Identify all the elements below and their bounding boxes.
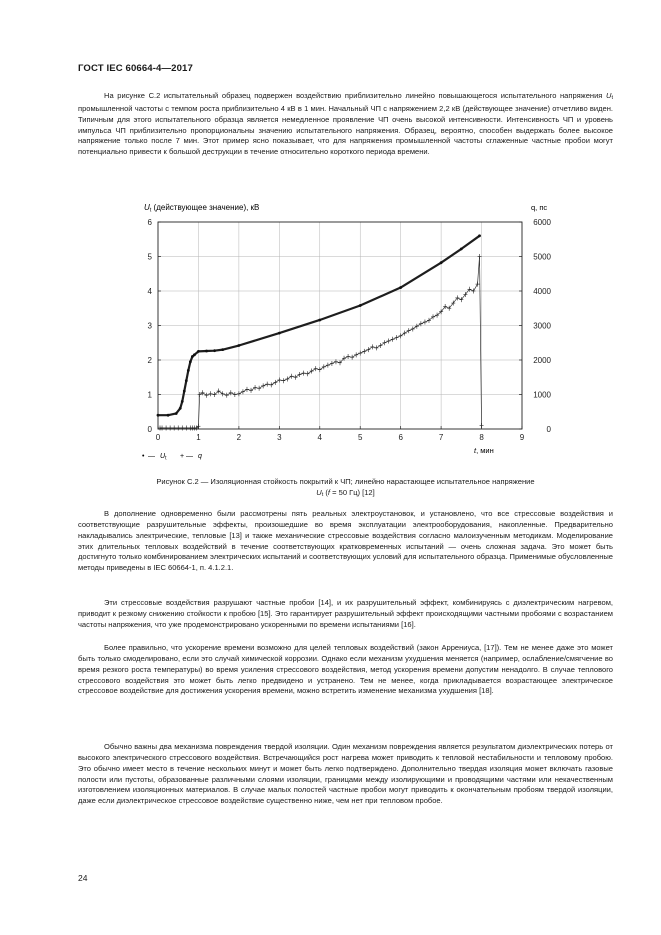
series-u-point [478, 234, 481, 237]
voltage-symbol: U [605, 91, 612, 100]
paragraph-text: На рисунке С.2 испытательный образец подвержен воздействию приблизительно линейно повышающегося испытательного напряжения [104, 91, 606, 100]
series-u-point [399, 286, 402, 289]
x-tick-label: 3 [277, 433, 282, 442]
y-right-tick-label: 5000 [533, 252, 551, 262]
y-left-tick-label: 2 [147, 356, 152, 365]
y-right-tick-label: 4000 [533, 287, 551, 296]
y-left-tick-label: 4 [147, 287, 152, 296]
pd-resistance-chart [130, 196, 570, 470]
x-tick-label: 1 [196, 433, 201, 442]
x-tick-label: 7 [438, 433, 444, 442]
y-right-tick-label: 6000 [533, 218, 551, 227]
legend-u-symbol: U [160, 453, 166, 460]
legend-q-dash: — [186, 453, 193, 460]
paragraph-figure-description [78, 91, 613, 158]
series-u-point [193, 353, 196, 356]
series-u-point [197, 350, 200, 353]
caption-rest: = 50 Гц) [12] [330, 487, 375, 497]
document-code: ГОСТ IEC 60664-4—2017 [78, 63, 193, 74]
x-tick-label: 2 [236, 433, 242, 442]
figure-caption-line1: Рисунок С.2 — Изоляционная стойкость покрытий к ЧП; линейно нарастающее испытательное напряжение [156, 477, 535, 486]
series-u-point [359, 304, 362, 307]
paragraph-damage-mechanisms: Обычно важны два механизма повреждения твердой изоляции. Один механизм повреждения является результатом диэлектрических потерь от высокого электрического стрессового воздействия. Встречающийся рост нагрева может приводить к тепловой нестабильности и тепловому пробою. Это обычно имеет место в течение нескольких минут и может быть легко подтверждено. Дополнительно твердая изоляция может включать газовые полости или пустоты, образованные различными слоями изоляции, границами между изолирующими и проводящими частями или некачественным изготовлением изоляционных материалов. В случае малых полостей частные пробои могут приводить к окончательным пробоям твердой изоляции, даже если диэлектрическое стрессовое воздействие существенно ниже, чем нет при тепловом пробое. [78, 742, 613, 806]
caption-voltage-symbol: U [316, 487, 322, 497]
y-right-tick-label: 3000 [533, 321, 551, 331]
legend-q-name: q [198, 453, 202, 460]
series-u-point [440, 261, 443, 264]
x-tick-label: 0 [155, 433, 161, 442]
x-tick-label: 6 [398, 433, 403, 442]
x-tick-label: 8 [479, 433, 484, 442]
y-left-tick-label: 5 [147, 252, 152, 262]
series-u-point [181, 400, 184, 403]
y-left-tick-label: 0 [147, 425, 152, 434]
y-axis-left-label-symbol: U [144, 203, 150, 212]
chart-ticks [148, 218, 552, 442]
figure-caption-line2 [78, 488, 613, 501]
legend-u-subscript: t [165, 455, 167, 462]
paragraph-stress-combinations: В дополнение одновременно были рассмотрены пять реальных электроустановок, и установлено, что все стрессовые воздействия и соответствующие разрушительные эффекты, произошедшие во время эксплуатации электрооборудования, накопленные. Предварительно накладывались электрические, тепловые [13] и также механические стрессовые воздействия согласно малоизученным методикам. Моделирование этих длительных тепловых воздействий в течение соответствующих кратковременных испытаний — очень сложная задача. Это может быть достигнуто только комбинированием электрических испытаний и соответствующих условий для испытательного образца. Применимые обусловленные методы приведены в IEC 60664-1, п. 4.1.2.1. [78, 509, 613, 573]
series-u-point [221, 348, 224, 351]
series-u-point [175, 412, 178, 415]
series-u-point [189, 360, 192, 363]
x-axis-label-symbol: t [474, 446, 477, 455]
caption-frequency-symbol: f [327, 487, 331, 497]
chart-legend [142, 453, 202, 462]
series-u-point [278, 332, 281, 335]
legend-u-name [160, 453, 167, 462]
y-axis-left-label-subscript: t [149, 207, 152, 214]
y-axis-left-label-rest: (действующее значение), кВ [151, 203, 260, 212]
series-u-point [205, 350, 208, 353]
paragraph-text: промышленной частоты с темпом роста приблизительно 4 кВ в 1 мин. Начальный ЧП с напряжением 2,2 кВ (действующее значение) отчетливо виден. Типичным для этого испытательного образца является немедленное проявление ЧП очень высокой интенсивности. Интенсивность ЧП и уровень импульса ЧП приблизительно пропорциональны значению испытательного напряжения. Образец, вероятно, способен выдержать более высокое напряжение только после 7 мин. Этот пример ясно показывает, что для напряжения промышленной частоты сглаженные частные пробои могут потенциально привести к большой деструкции в течение относительно короткого периода времени. [78, 103, 613, 157]
x-tick-label: 9 [519, 433, 525, 442]
paragraph-partial-discharge-effect: Эти стрессовые воздействия разрушают частные пробои [14], и их разрушительный эффект, комбинируясь с диэлектрическим нагревом, приводит к резкому снижению стойкости к пробою [15]. Это гарантирует разрушительный эффект происходящими частными пробоями с возрастанием частоты напряжения, что уже продемонстрировано ускоренными по времени испытаниями [16]. [78, 598, 613, 629]
y-left-tick-label: 1 [147, 390, 152, 400]
paragraph-time-acceleration: Более правильно, что ускорение времени возможно для целей тепловых воздействий (закон Аррениуса, [17]). Тем не менее даже это может быть только смоделировано, если это случай химической коррозии. Однако если механизм ухудшения меняется (например, ослабление/смягчение во время резкого роста температуры) во время усиления стрессового воздействия, метод ускорения времени допустим ненадолго. В случае теплового стрессового воздействия это может быть легко предвидено и устранено. Тем не менее, когда прикладывается возрастающее электрическое стрессовое воздействие для достижения ускорения времени, можно встретить изменение механизма ухудшения [18]. [78, 643, 613, 696]
chart-grid [158, 222, 522, 429]
series-u-point [213, 349, 216, 352]
caption-paren: ( [323, 487, 328, 497]
y-left-tick-label: 3 [147, 321, 152, 331]
series-u-point [179, 407, 182, 410]
y-right-tick-label: 0 [546, 425, 551, 434]
chart-svg [130, 196, 570, 470]
series-u-point [187, 369, 190, 372]
series-q-line [160, 257, 482, 428]
legend-u-marker: • [142, 453, 145, 460]
series-u-point [183, 390, 186, 393]
x-tick-label: 4 [317, 433, 323, 442]
series-u-point [460, 248, 463, 251]
x-axis-label [474, 446, 494, 455]
voltage-subscript: t [611, 95, 613, 101]
y-axis-left-label [144, 203, 259, 214]
series-u-point [167, 414, 170, 417]
series-u-point [318, 319, 321, 322]
page-number: 24 [78, 873, 88, 883]
chart-series [157, 234, 484, 430]
y-axis-right-label: q, пс [531, 203, 548, 212]
series-u-point [185, 379, 188, 382]
series-u-point [157, 414, 160, 417]
figure-caption [78, 477, 613, 500]
legend-q-marker: + [180, 453, 185, 460]
y-right-tick-label: 1000 [533, 390, 551, 400]
x-axis-label-rest: , мин [476, 446, 494, 455]
legend-u-dash: — [148, 453, 155, 460]
caption-voltage-subscript: t [321, 491, 324, 498]
y-right-tick-label: 2000 [533, 356, 551, 365]
y-left-tick-label: 6 [147, 218, 152, 227]
x-tick-label: 5 [357, 433, 363, 442]
series-u-point [237, 344, 240, 347]
